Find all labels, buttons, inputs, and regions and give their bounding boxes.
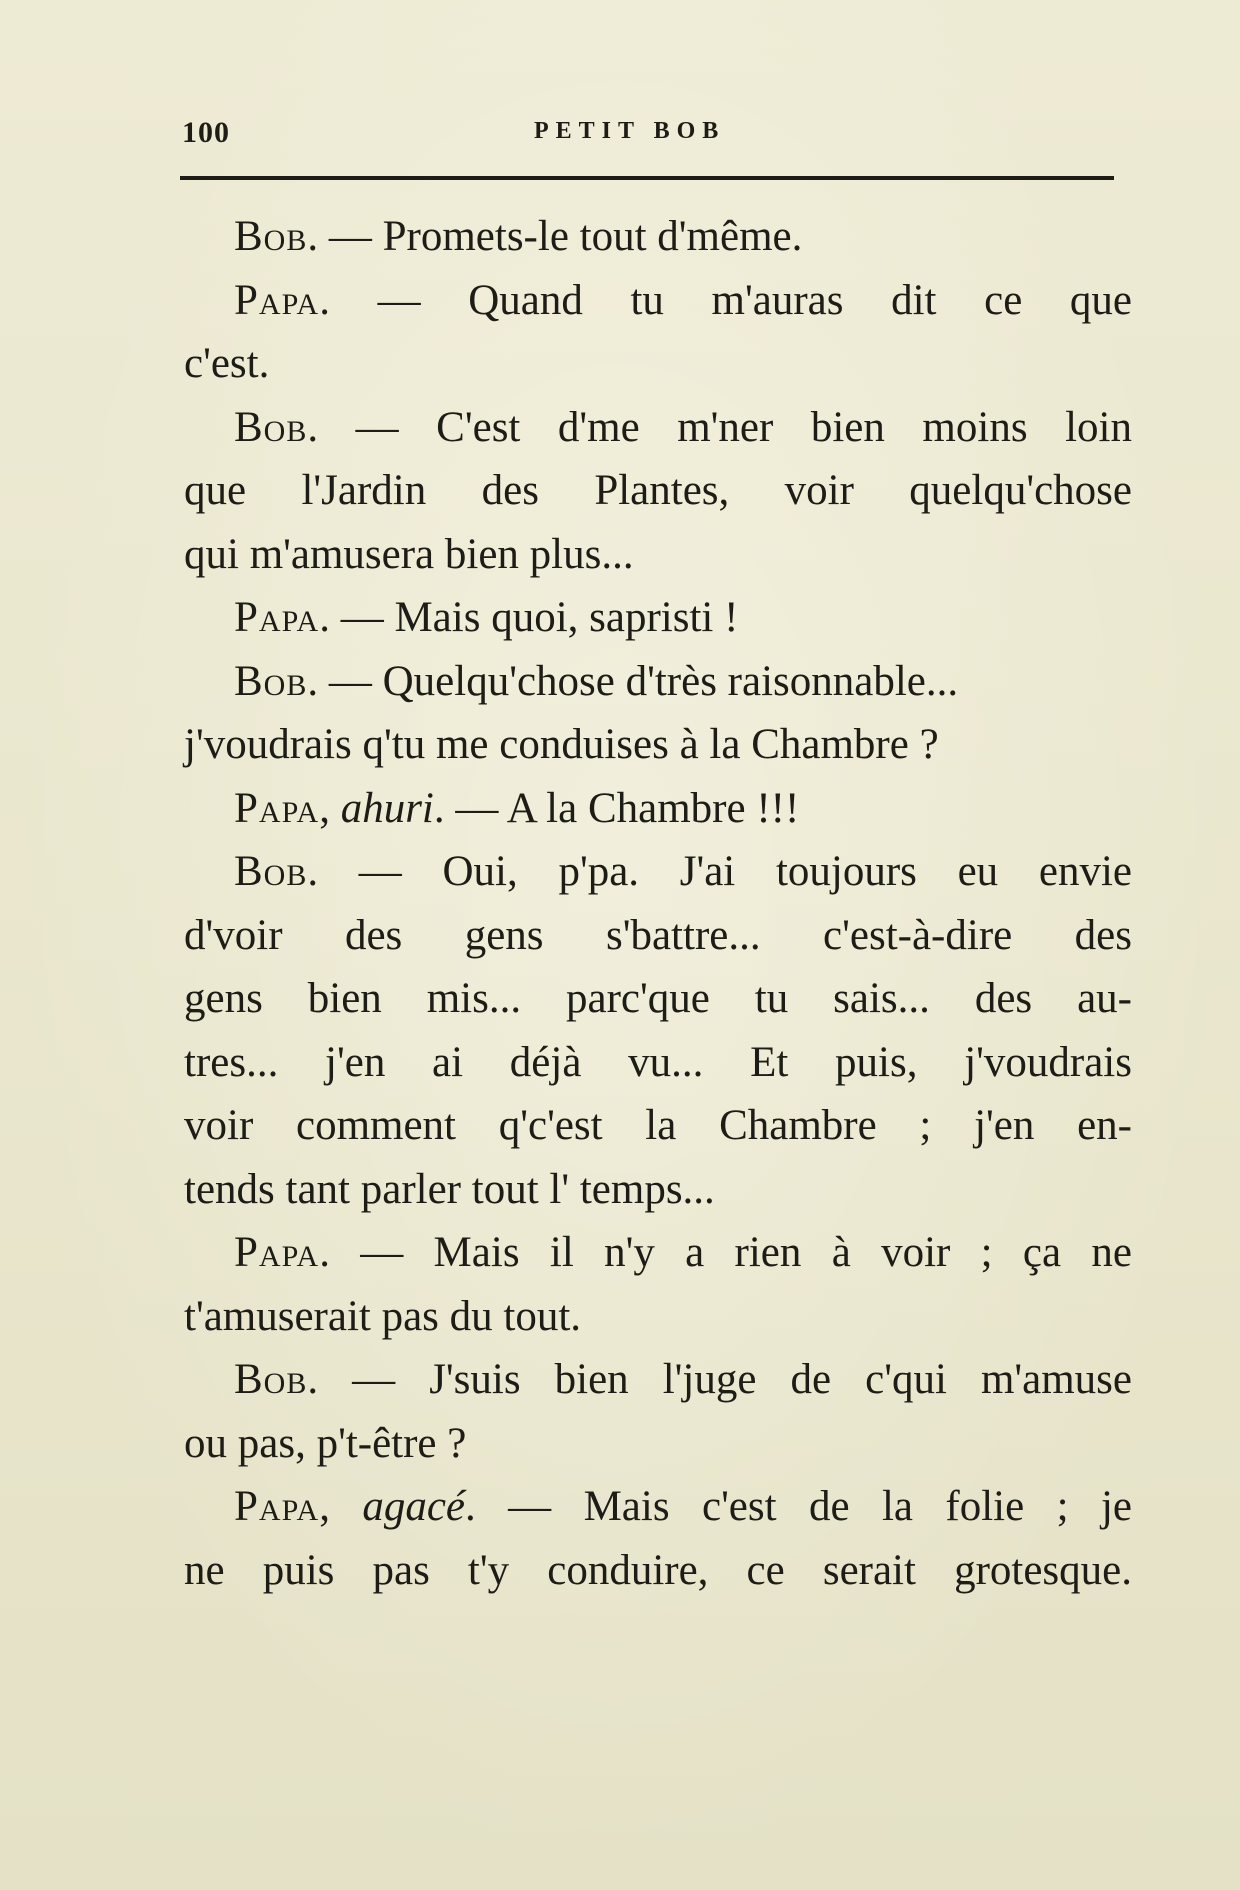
line-text: qui m'amusera bien plus... xyxy=(184,530,634,578)
line-text: ne puis pas t'y conduire, ce serait grotesque. xyxy=(184,1546,1132,1594)
text-line xyxy=(184,840,1132,904)
text-line xyxy=(184,1539,1132,1603)
text-line xyxy=(184,967,1132,1031)
text-line xyxy=(184,269,1132,333)
line-text: tres... j'en ai déjà vu... Et puis, j'voudrais xyxy=(184,1038,1132,1086)
text-line xyxy=(184,713,1132,777)
line-text: c'est. xyxy=(184,340,270,387)
line-text: . — Quelqu'chose d'très raisonnable... xyxy=(307,657,959,705)
speaker-name: Bob xyxy=(234,848,308,895)
text-line xyxy=(184,332,1132,396)
line-text: . — J'suis bien l'juge de c'qui m'amuse xyxy=(307,1356,1132,1403)
line-text: que l'Jardin des Plantes, voir quelqu'chose xyxy=(184,467,1132,514)
line-text: . — Mais il n'y a rien à voir ; ça ne xyxy=(319,1229,1132,1276)
line-text: j'voudrais q'tu me conduises à la Chambre ? xyxy=(184,721,939,768)
dialogue-text xyxy=(184,205,1132,1602)
text-line xyxy=(184,1285,1132,1349)
stage-direction-separator: , xyxy=(319,784,341,832)
stage-direction: ahuri xyxy=(340,784,434,832)
line-text: . — Oui, p'pa. J'ai toujours eu envie xyxy=(307,848,1132,895)
text-line xyxy=(184,904,1132,968)
speaker-name: Papa xyxy=(234,1483,320,1530)
line-text: . — Promets-le tout d'même. xyxy=(307,213,803,260)
line-text: d'voir des gens s'battre... c'est-à-dire des xyxy=(184,911,1132,959)
text-line xyxy=(184,1348,1132,1412)
speaker-name: Papa xyxy=(234,594,320,641)
speaker-name: Bob xyxy=(234,1356,308,1403)
line-text: tends tant parler tout l' temps... xyxy=(184,1165,715,1213)
text-line xyxy=(184,1221,1132,1285)
line-text: voir comment q'c'est la Chambre ; j'en en- xyxy=(184,1102,1132,1149)
header-rule xyxy=(180,176,1114,180)
speaker-name: Papa xyxy=(234,1229,320,1276)
line-text: . — C'est d'me m'ner bien moins loin xyxy=(307,403,1132,451)
text-line xyxy=(184,1031,1132,1095)
stage-direction: agacé xyxy=(362,1483,466,1530)
text-line xyxy=(184,777,1132,841)
text-line xyxy=(184,205,1132,269)
stage-direction-separator: , xyxy=(319,1483,363,1530)
speaker-name: Papa xyxy=(234,276,320,324)
text-line xyxy=(184,586,1132,650)
line-text: . — Quand tu m'auras dit ce que xyxy=(319,276,1132,324)
running-head xyxy=(182,116,1114,156)
text-line xyxy=(184,1094,1132,1158)
speaker-name: Bob xyxy=(234,213,308,260)
line-text: t'amuserait pas du tout. xyxy=(184,1292,582,1340)
line-text: . — Mais quoi, sapristi ! xyxy=(319,594,739,641)
text-line xyxy=(184,650,1132,714)
speaker-name: Bob xyxy=(234,657,308,705)
text-line xyxy=(184,1412,1132,1476)
speaker-name: Bob xyxy=(234,403,308,451)
text-line xyxy=(184,396,1132,460)
line-text: gens bien mis... parc'que tu sais... des au- xyxy=(184,975,1132,1022)
page-number: 100 xyxy=(182,116,230,149)
line-text: ou pas, p't-être ? xyxy=(184,1419,467,1467)
text-line xyxy=(184,1158,1132,1222)
line-text: . — Mais c'est de la folie ; je xyxy=(465,1483,1132,1530)
running-title: PETIT BOB xyxy=(534,118,726,144)
text-line xyxy=(184,523,1132,587)
text-line xyxy=(184,1475,1132,1539)
line-text: . — A la Chambre !!! xyxy=(433,784,800,832)
speaker-name: Papa xyxy=(234,784,320,832)
text-line xyxy=(184,459,1132,523)
